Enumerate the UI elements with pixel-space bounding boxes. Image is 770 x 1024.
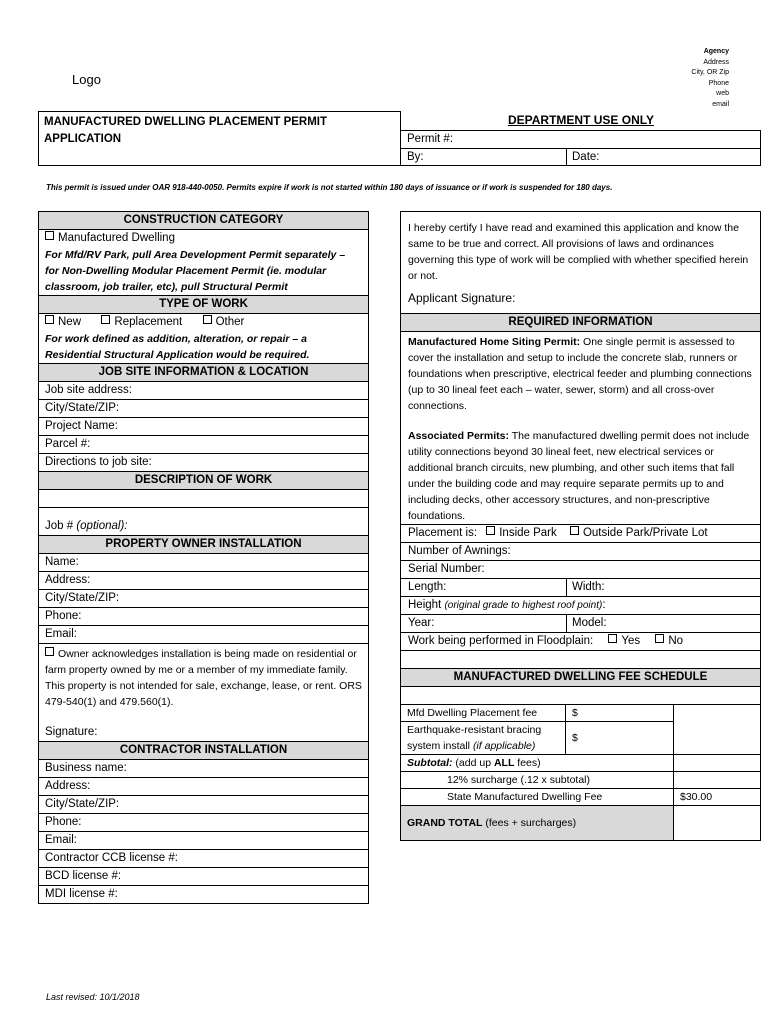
owner-heading: PROPERTY OWNER INSTALLATION <box>39 536 368 554</box>
subtotal-title: Subtotal: <box>407 757 453 769</box>
agency-city: City, OR Zip <box>691 69 729 76</box>
surcharge-amount[interactable] <box>674 772 761 789</box>
type-of-work-options <box>39 314 368 331</box>
manufactured-dwelling-checkbox[interactable] <box>45 231 54 240</box>
placement-label: Placement is: <box>408 527 478 539</box>
subtotal-amount[interactable] <box>674 755 761 772</box>
new-label: New <box>58 316 82 328</box>
associated-permits-label: Associated Permits: <box>408 430 509 442</box>
height-colon: : <box>602 599 606 611</box>
manufactured-dwelling-label: Manufactured Dwelling <box>58 232 175 244</box>
by-row <box>401 149 761 166</box>
job-number-optional: (optional): <box>76 520 128 532</box>
department-use-box <box>400 111 761 166</box>
ccb-license-field[interactable]: Contractor CCB license #: <box>39 850 368 868</box>
grand-total-amount[interactable] <box>674 806 761 841</box>
type-of-work-note: For work defined as addition, alteration, or repair – a Residential Structural Application would be required. <box>39 331 368 364</box>
type-of-work-heading: TYPE OF WORK <box>39 296 368 314</box>
subtotal-text: (add up <box>452 757 494 769</box>
associated-permits-text: The manufactured dwelling permit does not include utility connections beyond 30 lineal feet, new electrical services or additional branch circuits, new plumbing, and other such items that fall under the building code and may require separate permits up to and including decks, other accessory structures, and non-prescriptive foundations. <box>408 430 750 522</box>
floodplain-yes-label: Yes <box>621 635 641 647</box>
agency-info <box>691 47 729 110</box>
agency-address: Address <box>703 58 729 66</box>
subtotal-label <box>401 755 674 772</box>
replacement-checkbox[interactable] <box>101 315 110 324</box>
department-heading: DEPARTMENT USE ONLY <box>401 111 761 131</box>
date-field[interactable]: Date: <box>566 149 600 166</box>
subtotal-end: fees) <box>514 757 541 769</box>
floodplain-label: Work being performed in Floodplain: <box>408 635 594 647</box>
floodplain-no-checkbox[interactable] <box>655 634 664 643</box>
directions-field[interactable]: Directions to job site: <box>39 454 368 472</box>
left-column <box>38 211 369 904</box>
owner-ack-checkbox[interactable] <box>45 647 54 656</box>
application-title: MANUFACTURED DWELLING PLACEMENT PERMIT APPLICATION <box>44 116 328 145</box>
construction-category-heading: CONSTRUCTION CATEGORY <box>39 212 368 230</box>
contractor-city-field[interactable]: City/State/ZIP: <box>39 796 368 814</box>
surcharge-label: 12% surcharge (.12 x subtotal) <box>401 772 674 789</box>
mdi-license-field[interactable]: MDI license #: <box>45 888 118 900</box>
construction-note: For Mfd/RV Park, pull Area Development Permit separately – for Non-Dwelling Modular Placement Permit (ie. modular classroom, job trailer, etc), pull Structural Permit <box>39 247 368 296</box>
right-column <box>400 211 761 841</box>
awnings-field[interactable]: Number of Awnings: <box>401 543 760 561</box>
height-note: (original grade to highest roof point) <box>444 600 603 611</box>
construction-option[interactable] <box>39 230 368 247</box>
owner-phone-field[interactable]: Phone: <box>39 608 368 626</box>
other-label: Other <box>215 316 245 328</box>
earthquake-note: (if applicable) <box>472 740 536 752</box>
subtotal-all: ALL <box>493 757 515 769</box>
fee-empty-2 <box>674 722 761 755</box>
last-revised: Last revised: 10/1/2018 <box>46 992 140 1002</box>
year-model-row <box>401 615 760 633</box>
grand-total-title: GRAND TOTAL <box>407 817 483 829</box>
height-field[interactable] <box>401 597 760 615</box>
associated-permits-paragraph <box>401 414 760 524</box>
job-number-field[interactable] <box>39 508 368 536</box>
logo-placeholder: Logo <box>72 72 101 87</box>
replacement-label: Replacement <box>114 316 183 328</box>
parcel-field[interactable]: Parcel #: <box>39 436 368 454</box>
new-checkbox[interactable] <box>45 315 54 324</box>
description-heading: DESCRIPTION OF WORK <box>39 472 368 490</box>
description-field[interactable] <box>39 490 368 508</box>
required-info-spacer <box>401 651 760 669</box>
floodplain-row <box>401 633 760 651</box>
permit-notice: This permit is issued under OAR 918-440-0050. Permits expire if work is not started within 180 days of issuance or if work is suspended for 180 days. <box>46 183 613 192</box>
certification-text: I hereby certify I have read and examined this application and know the same to be true and correct. All provisions of laws and ordinances governing this type of work will be complied with whether specified herein or not. <box>408 222 749 282</box>
earthquake-fee-label <box>401 722 566 755</box>
earthquake-fee-amount[interactable]: $ <box>566 722 674 755</box>
grand-total-text: (fees + surcharges) <box>482 817 577 829</box>
placement-fee-amount[interactable]: $ <box>566 705 674 722</box>
outside-park-label: Outside Park/Private Lot <box>582 527 708 539</box>
outside-park-checkbox[interactable] <box>570 526 579 535</box>
other-checkbox[interactable] <box>203 315 212 324</box>
siting-permit-text: One single permit is assessed to cover the installation and setup to include the concrete slab, runners or foundations when prescriptive, electrical feeder and plumbing connections (up to 30 lineal feet each – water, sewer, storm) and all cross-over connections. <box>408 336 752 412</box>
contractor-heading: CONTRACTOR INSTALLATION <box>39 742 368 760</box>
job-number-label: Job # <box>45 520 77 532</box>
siting-permit-label: Manufactured Home Siting Permit: <box>408 336 581 348</box>
owner-city-field[interactable]: City/State/ZIP: <box>39 590 368 608</box>
by-field[interactable]: By: <box>407 151 424 163</box>
contractor-phone-field[interactable]: Phone: <box>39 814 368 832</box>
placement-fee-label: Mfd Dwelling Placement fee <box>401 705 566 722</box>
contractor-email-field[interactable]: Email: <box>39 832 368 850</box>
fee-empty-1 <box>674 705 761 722</box>
job-site-address-field[interactable]: Job site address: <box>39 382 368 400</box>
height-label: Height <box>408 599 445 611</box>
year-field[interactable]: Year: <box>408 617 435 629</box>
owner-signature-field[interactable]: Signature: <box>39 710 368 742</box>
permit-number-field[interactable]: Permit #: <box>401 131 761 149</box>
business-name-field[interactable]: Business name: <box>39 760 368 778</box>
agency-name: Agency <box>703 48 729 55</box>
required-info-heading: REQUIRED INFORMATION <box>401 314 760 332</box>
width-field[interactable]: Width: <box>566 579 605 596</box>
earthquake-text: Earthquake-resistant bracing system install <box>407 724 542 752</box>
placement-row <box>401 524 760 543</box>
bcd-license-field[interactable]: BCD license #: <box>39 868 368 886</box>
length-field[interactable]: Length: <box>408 581 447 593</box>
fee-schedule-spacer <box>401 687 760 705</box>
owner-address-field[interactable]: Address: <box>39 572 368 590</box>
floodplain-no-label: No <box>668 635 684 647</box>
owner-name-field[interactable]: Name: <box>39 554 368 572</box>
owner-ack-text: Owner acknowledges installation is being made on residential or farm property owned by me or a member of my immediate family. This property is not intended for sale, exchange, lease, or rent. ORS 479-540(1) and 479.560(1). <box>45 648 362 708</box>
owner-email-field[interactable]: Email: <box>39 626 368 644</box>
job-site-city-field[interactable]: City/State/ZIP: <box>39 400 368 418</box>
agency-web: web <box>716 90 729 97</box>
applicant-signature-field[interactable]: Applicant Signature: <box>401 286 760 314</box>
siting-permit-paragraph <box>401 332 760 414</box>
agency-email: email <box>712 100 729 108</box>
dimensions-row <box>401 579 760 597</box>
fee-table <box>401 705 760 840</box>
state-fee-label: State Manufactured Dwelling Fee <box>401 789 674 806</box>
floodplain-yes-checkbox[interactable] <box>608 634 617 643</box>
state-fee-amount: $30.00 <box>674 789 761 806</box>
fee-schedule-heading: MANUFACTURED DWELLING FEE SCHEDULE <box>401 669 760 687</box>
inside-park-label: Inside Park <box>499 527 557 539</box>
grand-total-label <box>401 806 674 841</box>
job-site-heading: JOB SITE INFORMATION & LOCATION <box>39 364 368 382</box>
model-field[interactable]: Model: <box>566 615 607 632</box>
inside-park-checkbox[interactable] <box>486 526 495 535</box>
contractor-address-field[interactable]: Address: <box>39 778 368 796</box>
project-name-field[interactable]: Project Name: <box>39 418 368 436</box>
agency-phone: Phone <box>708 79 729 87</box>
serial-number-field[interactable]: Serial Number: <box>401 561 760 579</box>
owner-acknowledgement <box>39 644 368 710</box>
